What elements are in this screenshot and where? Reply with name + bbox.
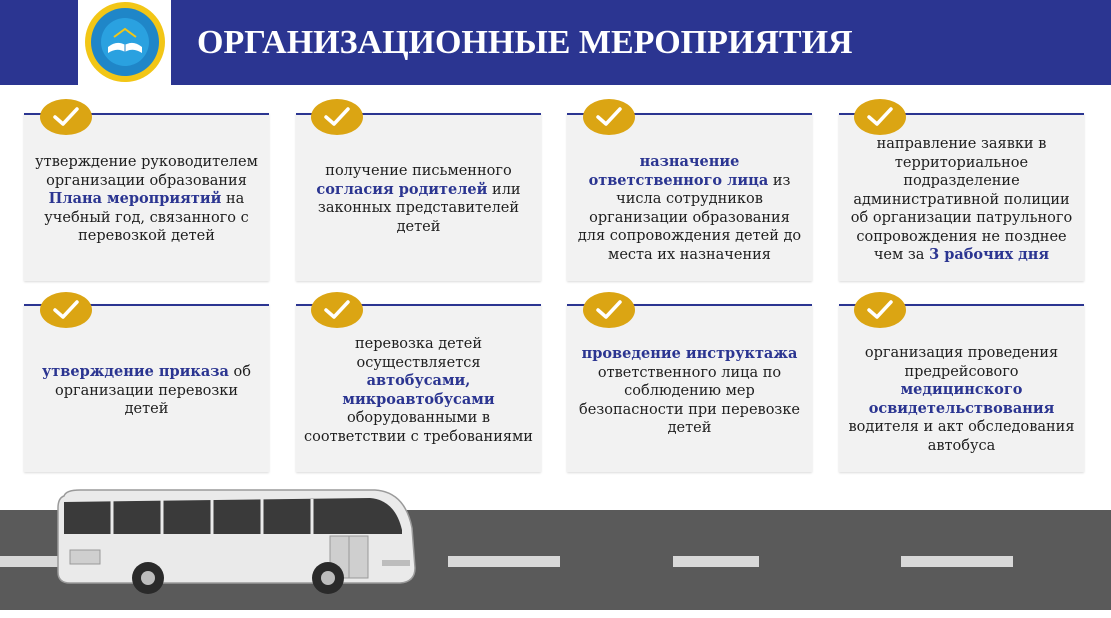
checkmark-icon [311,292,363,328]
road-marking [448,556,560,567]
card-1 [24,113,269,281]
card-7 [567,304,812,472]
card-3 [567,113,812,281]
checkmark-icon [854,292,906,328]
checkmark-icon [311,99,363,135]
card-text: направление заявки в территориальное подразделение административной полиции об организации патрульного сопровождения не позднее чем за 3 рабочих дня [850,136,1073,263]
checkmark-icon [40,99,92,135]
card-8 [839,304,1084,472]
card-text: перевозка детей осуществляется автобусами, микроавтобусами оборудованными в соответствии с требованиями [304,336,533,445]
card-4 [839,113,1084,281]
card-2 [296,113,541,281]
checkmark-icon [40,292,92,328]
card-6 [296,304,541,472]
road-marking [673,556,759,567]
checkmark-icon [583,99,635,135]
card-5 [24,304,269,472]
card-text: утверждение приказа об организации перевозки детей [42,363,251,417]
card-text: утверждение руководителем организации образования Плана мероприятий на учебный год, связанного с перевозкой детей [35,154,258,244]
card-text: получение письменного согласия родителей или законных представителей детей [316,163,521,235]
road-marking [901,556,1013,567]
card-text: назначение ответственного лица из числа сотрудников организации образования для сопровождения детей до места их назначения [577,153,802,263]
checkmark-icon [854,99,906,135]
card-text: проведение инструктажа ответственного лица по соблюдению мер безопасности при перевозке детей [579,345,800,436]
checkmark-icon [583,292,635,328]
card-text: организация проведения предрейсового медицинского освидетельствования водителя и акт обследования автобуса [848,345,1075,454]
bus-icon [50,488,420,598]
page-title: ОРГАНИЗАЦИОННЫЕ МЕРОПРИЯТИЯ [197,24,853,61]
ministry-of-education-emblem-icon [84,1,166,83]
